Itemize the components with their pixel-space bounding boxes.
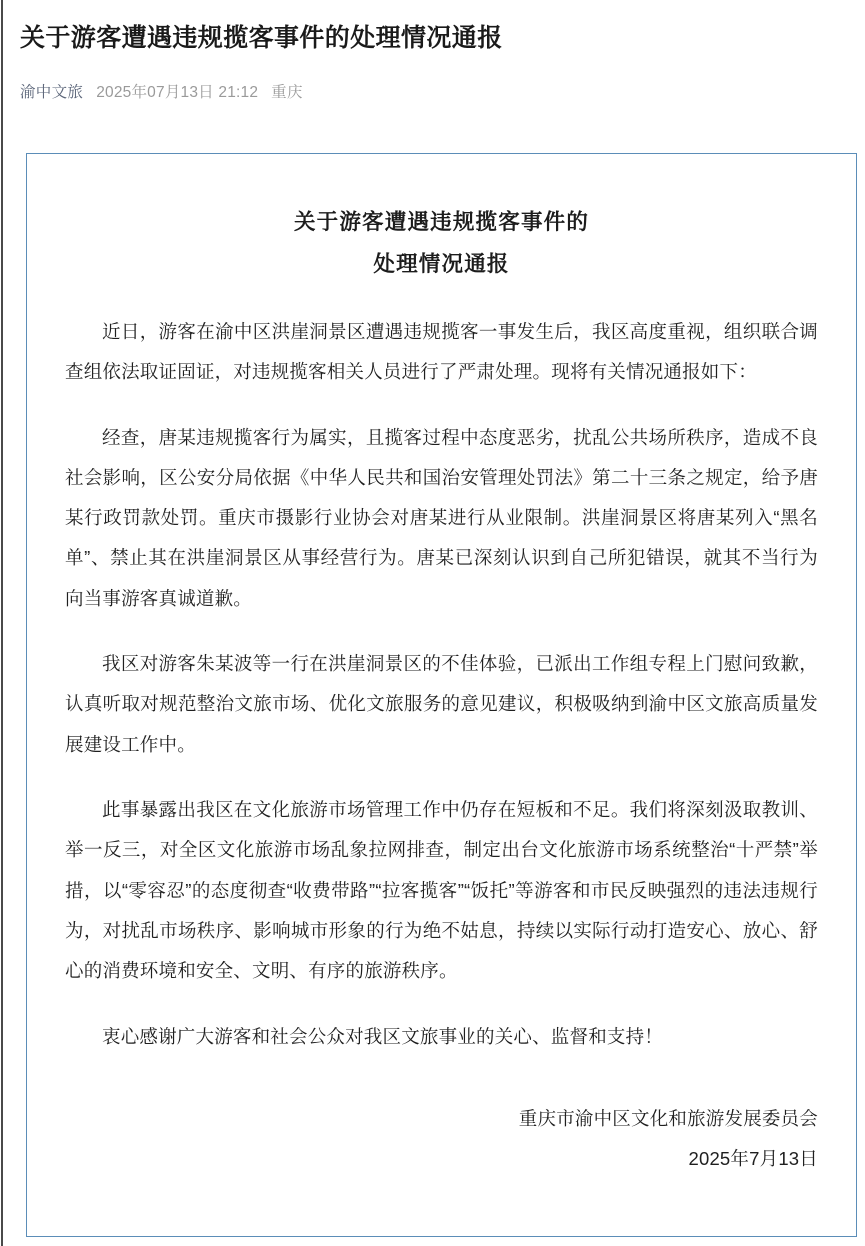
notice-signature xyxy=(65,1099,818,1180)
signature-organization: 重庆市渝中区文化和旅游发展委员会 xyxy=(518,1108,818,1130)
notice-title xyxy=(65,202,818,286)
notice-body xyxy=(65,312,818,1057)
article-header xyxy=(0,0,865,102)
notice-paragraph: 近日，游客在渝中区洪崖洞景区遭遇违规揽客一事发生后，我区高度重视，组织联合调查组依法取证固证，对违规揽客相关人员进行了严肃处理。现将有关情况通报如下： xyxy=(65,320,818,383)
notice-paragraph: 此事暴露出我区在文化旅游市场管理工作中仍存在短板和不足。我们将深刻汲取教训、举一反三，对全区文化旅游市场乱象拉网排查，制定出台文化旅游市场系统整治“十严禁”举措，以“零容忍”的态度彻查“收费带路”“拉客揽客”“饭托”等游客和市民反映强烈的违法违规行为，对扰乱市场秩序、影响城市形象的行为绝不姑息，持续以实际行动打造安心、放心、舒心的消费环境和安全、文明、有序的旅游秩序。 xyxy=(65,799,818,982)
notice-title-line-2: 处理情况通报 xyxy=(373,251,510,276)
meta-source[interactable]: 渝中文旅 xyxy=(20,83,84,101)
signature-date: 2025年7月13日 xyxy=(688,1148,818,1170)
notice-paragraph: 衷心感谢广大游客和社会公众对我区文旅事业的关心、监督和支持！ xyxy=(102,1025,664,1047)
official-notice-card xyxy=(26,153,857,1237)
article-meta xyxy=(20,80,845,102)
notice-content xyxy=(27,154,856,1180)
page-title: 关于游客遭遇违规揽客事件的处理情况通报 xyxy=(20,24,503,52)
notice-paragraph: 经查，唐某违规揽客行为属实，且揽客过程中态度恶劣，扰乱公共场所秩序，造成不良社会影响，区公安分局依据《中华人民共和国治安管理处罚法》第二十三条之规定，给予唐某行政罚款处罚。重庆市摄影行业协会对唐某进行从业限制。洪崖洞景区将唐某列入“黑名单”、禁止其在洪崖洞景区从事经营行为。唐某已深刻认识到自己所犯错误，就其不当行为向当事游客真诚道歉。 xyxy=(65,426,818,609)
meta-timestamp: 2025年07月13日 21:12 xyxy=(96,83,259,101)
notice-paragraph: 我区对游客朱某波等一行在洪崖洞景区的不佳体验，已派出工作组专程上门慰问致歉，认真听取对规范整治文旅市场、优化文旅服务的意见建议，积极吸纳到渝中区文旅高质量发展建设工作中。 xyxy=(65,653,818,755)
meta-location: 重庆 xyxy=(271,83,303,101)
notice-title-line-1: 关于游客遭遇违规揽客事件的 xyxy=(293,210,590,234)
